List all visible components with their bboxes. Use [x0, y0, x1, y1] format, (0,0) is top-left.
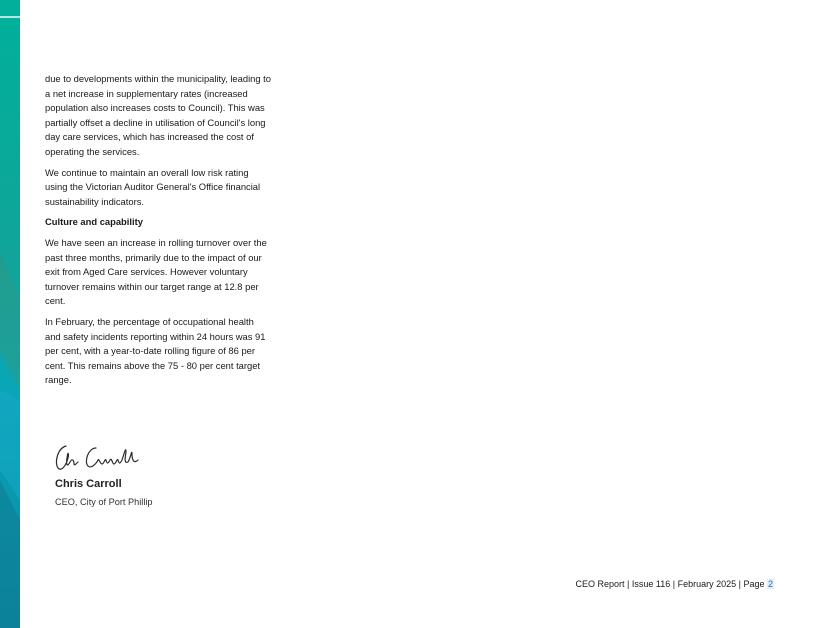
signatory-title: CEO, City of Port Phillip — [55, 497, 153, 507]
paragraph-financial: due to developments within the municipality, leading to a net increase in supplementary rates (increased population also increases costs to Council). This was partially offset a decline in utilisation of Council's long day care services, which has increased the cost of operating the services. — [45, 73, 272, 157]
body-text-column — [45, 72, 271, 394]
page-footer — [576, 579, 774, 589]
paragraph-turnover: We have seen an increase in rolling turnover over the past three months, primarily due to the impact of our exit from Aged Care services. However voluntary turnover remains within our target range at 12.8 per cent. — [45, 236, 267, 307]
band-accent-line — [0, 16, 20, 18]
paragraph-ohs: In February, the percentage of occupational health and safety incidents reporting within 24 hours was 91 per cent, with a year-to-date rolling figure of 86 per cent. This remains above the 75 - 80 per cent target range. — [45, 315, 266, 386]
signatory-name: Chris Carroll — [55, 478, 122, 490]
page-number: 2 — [767, 579, 773, 589]
heading-culture-capability: Culture and capability — [45, 216, 143, 228]
footer-text: CEO Report | Issue 116 | February 2025 | Page — [575, 579, 767, 589]
handwritten-signature — [52, 436, 152, 476]
paragraph-risk-rating: We continue to maintain an overall low risk rating using the Victorian Auditor General's Office financial sustainability indicators. — [45, 166, 261, 207]
decorative-side-band — [0, 0, 20, 628]
